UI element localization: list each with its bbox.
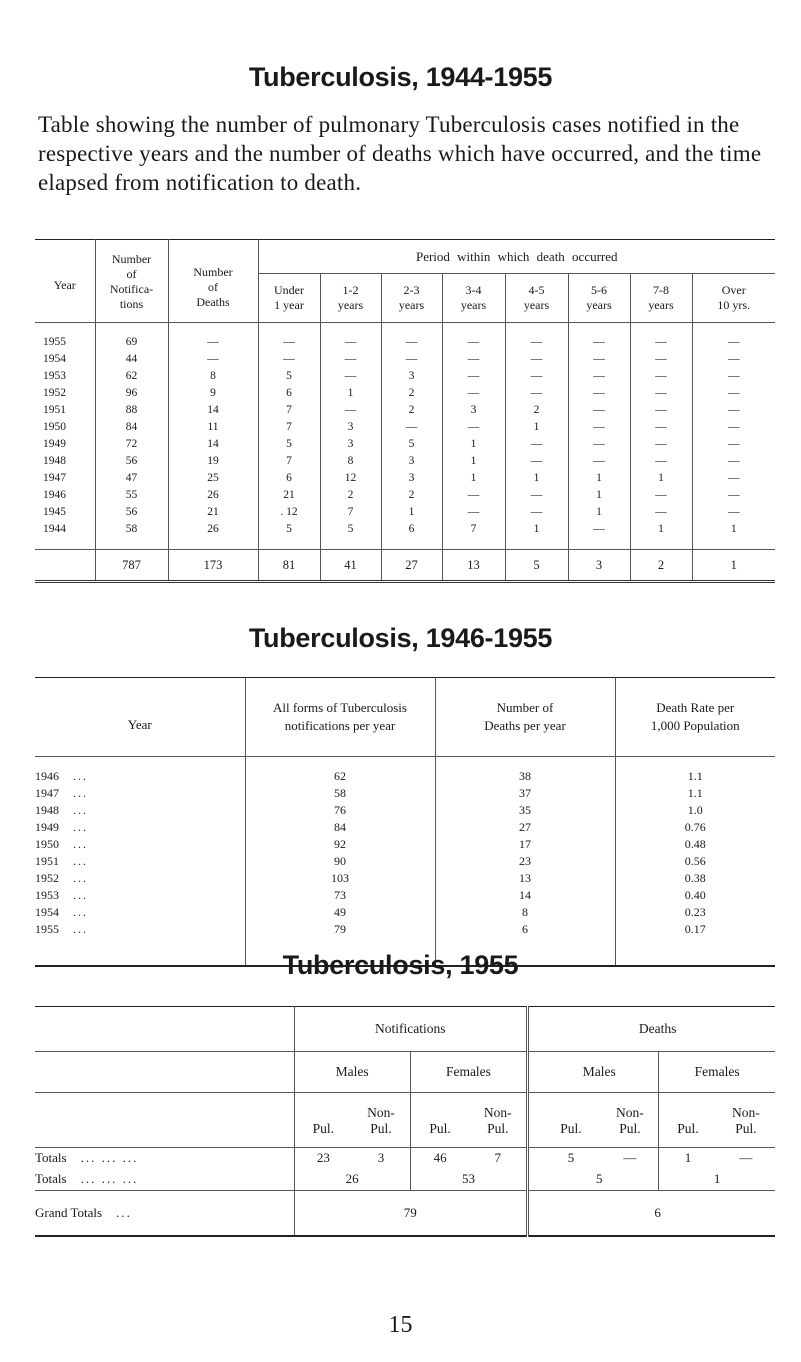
- year-cell: 1951 ...: [35, 852, 245, 869]
- table-row: [35, 503, 775, 520]
- year-cell: 1946 ...: [35, 757, 245, 785]
- value-cell: —: [630, 401, 692, 418]
- value-cell: —: [728, 403, 740, 416]
- total-cell: 2: [630, 550, 692, 582]
- year-cell: 1951: [35, 401, 95, 418]
- nonpul-label: Non- Pul.: [469, 1093, 527, 1148]
- cell: 7: [469, 1148, 527, 1169]
- value-cell: 56: [95, 503, 168, 520]
- value-cell: 0.23: [684, 904, 706, 919]
- third-title: Tuberculosis, 1955: [282, 950, 519, 980]
- table-row: [35, 452, 775, 469]
- total-cell: 81: [258, 550, 320, 582]
- value-cell: 88: [95, 401, 168, 418]
- year-cell: 1954 ...: [35, 903, 245, 920]
- value-cell: 90: [245, 852, 435, 869]
- value-cell: 58: [245, 784, 435, 801]
- value-cell: —: [168, 323, 258, 351]
- total-cell: 27: [381, 550, 442, 582]
- notifications-header: Notifications: [294, 1007, 528, 1052]
- nonpul-label: Non- Pul.: [602, 1093, 659, 1148]
- value-cell: 7: [442, 520, 505, 550]
- value-cell: 1: [442, 452, 505, 469]
- cell: 23: [316, 1150, 330, 1165]
- value-cell: 5: [258, 520, 320, 550]
- total-cell: 3: [568, 550, 630, 582]
- nonpul-label: Non- Pul.: [352, 1093, 410, 1148]
- t2-col-year: Year: [35, 678, 245, 757]
- table-row: [35, 367, 775, 384]
- value-cell: 6: [381, 520, 442, 550]
- deaths-females-header: Females: [694, 1064, 740, 1079]
- table-row: [35, 350, 775, 367]
- year-cell: 1950 ...: [35, 835, 245, 852]
- value-cell: 7: [258, 452, 320, 469]
- value-cell: —: [258, 323, 320, 351]
- value-cell: —: [442, 503, 505, 520]
- value-cell: —: [728, 352, 740, 365]
- value-cell: —: [442, 384, 505, 401]
- value-cell: 56: [95, 452, 168, 469]
- value-cell: 1: [505, 520, 568, 550]
- value-cell: —: [568, 367, 630, 384]
- value-cell: 2: [381, 486, 442, 503]
- value-cell: —: [505, 435, 568, 452]
- pul-label: Pul.: [312, 1121, 335, 1136]
- grand-total-notifications: 79: [294, 1191, 528, 1237]
- value-cell: 25: [168, 469, 258, 486]
- value-cell: —: [630, 350, 692, 367]
- table-row: [35, 486, 775, 503]
- col-over-10: Over 10 yrs.: [717, 283, 751, 312]
- value-cell: —: [630, 503, 692, 520]
- total-cell: 5: [505, 550, 568, 582]
- value-cell: 62: [95, 367, 168, 384]
- grand-total-deaths: 6: [654, 1205, 661, 1220]
- total-cell: 41: [320, 550, 381, 582]
- value-cell: 1: [630, 469, 692, 486]
- year-cell: 1946: [35, 486, 95, 503]
- col-1-2: 1-2 years: [320, 274, 381, 323]
- value-cell: 27: [435, 818, 615, 835]
- value-cell: 69: [95, 323, 168, 351]
- year-cell: 1955 ...: [35, 920, 245, 966]
- main-title: Tuberculosis, 1944-1955: [248, 62, 553, 92]
- value-cell: 1: [505, 418, 568, 435]
- year-cell: 1947: [35, 469, 95, 486]
- value-cell: 2: [320, 486, 381, 503]
- t2-col-notifications: All forms of Tuberculosis notifications per year: [245, 678, 435, 757]
- value-cell: 1: [442, 435, 505, 452]
- value-cell: 23: [435, 852, 615, 869]
- value-cell: 1.1: [687, 768, 703, 783]
- table-row: [35, 784, 775, 801]
- year-cell: 1954: [35, 350, 95, 367]
- table-row: [35, 801, 775, 818]
- value-cell: 9: [168, 384, 258, 401]
- col-notifications: Number of Notifica- tions: [95, 240, 168, 323]
- value-cell: —: [568, 384, 630, 401]
- table-row: [35, 869, 775, 886]
- value-cell: —: [505, 350, 568, 367]
- value-cell: —: [505, 367, 568, 384]
- cell: 26: [294, 1168, 410, 1191]
- value-cell: —: [728, 335, 740, 348]
- value-cell: 1: [381, 503, 442, 520]
- value-cell: —: [442, 323, 505, 351]
- cell: 3: [352, 1148, 410, 1169]
- grand-totals-label: Grand Totals ...: [35, 1191, 294, 1237]
- value-cell: 0.17: [684, 921, 706, 936]
- year-cell: 1950: [35, 418, 95, 435]
- value-cell: 103: [245, 869, 435, 886]
- value-cell: 12: [320, 469, 381, 486]
- value-cell: 3: [381, 367, 442, 384]
- value-cell: 0.38: [684, 870, 706, 885]
- year-cell: 1953: [35, 367, 95, 384]
- value-cell: 3: [320, 435, 381, 452]
- value-cell: —: [728, 369, 740, 382]
- table-row: [35, 469, 775, 486]
- value-cell: 5: [381, 435, 442, 452]
- value-cell: 14: [168, 401, 258, 418]
- value-cell: —: [630, 418, 692, 435]
- value-cell: 3: [320, 418, 381, 435]
- intro-paragraph: Table showing the number of pulmonary Tuberculosis cases notified in the respective years and the number of deaths which have occurred, and the time elapsed from notification to death.: [38, 112, 762, 195]
- table-row: [35, 384, 775, 401]
- year-cell: 1948 ...: [35, 801, 245, 818]
- t2-col-rate: Death Rate per 1,000 Population: [650, 700, 740, 733]
- cell: 5: [540, 1168, 658, 1191]
- value-cell: —: [630, 486, 692, 503]
- value-cell: 0.76: [684, 819, 706, 834]
- value-cell: 3: [442, 401, 505, 418]
- value-cell: 3: [381, 452, 442, 469]
- value-cell: —: [630, 384, 692, 401]
- value-cell: 0.56: [684, 853, 706, 868]
- col-2-3: 2-3 years: [381, 274, 442, 323]
- value-cell: —: [568, 323, 630, 351]
- value-cell: —: [568, 435, 630, 452]
- value-cell: 8: [320, 452, 381, 469]
- tb-1955-table: [35, 1006, 775, 1237]
- value-cell: 0.40: [684, 887, 706, 902]
- cell: 1: [713, 1171, 721, 1186]
- value-cell: 37: [435, 784, 615, 801]
- value-cell: 1.0: [687, 802, 703, 817]
- year-cell: 1952: [35, 384, 95, 401]
- value-cell: . 12: [258, 503, 320, 520]
- total-cell: 1: [730, 558, 737, 572]
- value-cell: 2: [381, 401, 442, 418]
- deaths-header: Deaths: [638, 1021, 677, 1036]
- year-cell: 1952 ...: [35, 869, 245, 886]
- notif-females-header: Females: [410, 1052, 527, 1093]
- value-cell: —: [442, 350, 505, 367]
- col-deaths: Number of Deaths: [168, 240, 258, 323]
- value-cell: —: [442, 367, 505, 384]
- page-number: 15: [388, 1312, 413, 1338]
- total-cell: 13: [442, 550, 505, 582]
- value-cell: 49: [245, 903, 435, 920]
- value-cell: 2: [505, 401, 568, 418]
- col-4-5: 4-5 years: [505, 274, 568, 323]
- year-cell: 1955: [35, 323, 95, 351]
- value-cell: 1: [568, 503, 630, 520]
- cell: 46: [433, 1150, 447, 1165]
- table-row: [35, 818, 775, 835]
- pul-label: Pul.: [677, 1121, 699, 1136]
- value-cell: 55: [95, 486, 168, 503]
- table-row: [35, 401, 775, 418]
- value-cell: —: [728, 420, 740, 433]
- value-cell: —: [568, 520, 630, 550]
- totals-row: [35, 550, 775, 582]
- value-cell: 73: [245, 886, 435, 903]
- value-cell: 0.48: [684, 836, 706, 851]
- year-cell: 1953 ...: [35, 886, 245, 903]
- value-cell: 21: [258, 486, 320, 503]
- table-row: [35, 418, 775, 435]
- totals-row-label: Totals ... ... ...: [35, 1168, 294, 1191]
- total-cell: [35, 550, 95, 582]
- value-cell: —: [168, 350, 258, 367]
- value-cell: —: [381, 350, 442, 367]
- value-cell: 14: [168, 435, 258, 452]
- col-under-1: Under 1 year: [258, 274, 320, 323]
- value-cell: 26: [168, 486, 258, 503]
- value-cell: 84: [245, 818, 435, 835]
- value-cell: 6: [258, 469, 320, 486]
- table-row: [35, 903, 775, 920]
- value-cell: —: [320, 401, 381, 418]
- table-row: [35, 520, 775, 550]
- value-cell: —: [568, 452, 630, 469]
- table-row: [35, 886, 775, 903]
- value-cell: 3: [381, 469, 442, 486]
- value-cell: 62: [245, 757, 435, 785]
- value-cell: —: [728, 471, 740, 484]
- value-cell: 7: [320, 503, 381, 520]
- value-cell: —: [630, 367, 692, 384]
- tb-all-forms-table: [35, 677, 775, 967]
- cell: —: [739, 1150, 753, 1165]
- value-cell: 1: [568, 469, 630, 486]
- second-title: Tuberculosis, 1946-1955: [248, 623, 553, 653]
- value-cell: —: [505, 503, 568, 520]
- value-cell: —: [728, 437, 740, 450]
- value-cell: 5: [258, 435, 320, 452]
- value-cell: —: [568, 350, 630, 367]
- table-row: [35, 435, 775, 452]
- cell: 1: [684, 1150, 692, 1165]
- value-cell: 5: [320, 520, 381, 550]
- value-cell: —: [630, 323, 692, 351]
- value-cell: 38: [435, 757, 615, 785]
- value-cell: —: [442, 418, 505, 435]
- value-cell: 8: [435, 903, 615, 920]
- notifications-deaths-table: [35, 239, 775, 583]
- value-cell: —: [505, 452, 568, 469]
- value-cell: —: [505, 323, 568, 351]
- value-cell: —: [381, 418, 442, 435]
- nonpul-label: Non- Pul.: [732, 1105, 760, 1136]
- value-cell: —: [728, 454, 740, 467]
- value-cell: 1: [568, 486, 630, 503]
- value-cell: 14: [435, 886, 615, 903]
- value-cell: —: [728, 386, 740, 399]
- value-cell: 11: [168, 418, 258, 435]
- value-cell: 58: [95, 520, 168, 550]
- table-row: [35, 323, 775, 351]
- cell: 5: [567, 1150, 575, 1165]
- year-cell: 1947 ...: [35, 784, 245, 801]
- year-cell: 1949: [35, 435, 95, 452]
- value-cell: —: [630, 452, 692, 469]
- value-cell: —: [728, 505, 740, 518]
- value-cell: —: [630, 435, 692, 452]
- notif-males-header: Males: [294, 1052, 410, 1093]
- value-cell: —: [320, 350, 381, 367]
- value-cell: —: [381, 323, 442, 351]
- value-cell: 6: [258, 384, 320, 401]
- value-cell: —: [568, 401, 630, 418]
- value-cell: —: [505, 486, 568, 503]
- year-cell: 1949 ...: [35, 818, 245, 835]
- table-row: [35, 852, 775, 869]
- value-cell: 96: [95, 384, 168, 401]
- value-cell: 1.1: [687, 785, 703, 800]
- value-cell: 5: [258, 367, 320, 384]
- value-cell: 13: [435, 869, 615, 886]
- value-cell: 1: [630, 520, 692, 550]
- value-cell: 6: [435, 920, 615, 966]
- value-cell: —: [505, 384, 568, 401]
- value-cell: 7: [258, 401, 320, 418]
- value-cell: 2: [381, 384, 442, 401]
- col-5-6: 5-6 years: [568, 274, 630, 323]
- value-cell: 47: [95, 469, 168, 486]
- value-cell: —: [442, 486, 505, 503]
- value-cell: 1: [442, 469, 505, 486]
- value-cell: 17: [435, 835, 615, 852]
- value-cell: 1: [505, 469, 568, 486]
- total-cell: 173: [168, 550, 258, 582]
- year-cell: 1945: [35, 503, 95, 520]
- pul-label: Pul.: [560, 1121, 582, 1136]
- deaths-males-header: Males: [540, 1052, 658, 1093]
- cell: 53: [410, 1168, 527, 1191]
- value-cell: 1: [730, 522, 737, 535]
- value-cell: 21: [168, 503, 258, 520]
- value-cell: —: [320, 367, 381, 384]
- period-header: Period within which death occurred: [258, 240, 775, 274]
- value-cell: 35: [435, 801, 615, 818]
- cell: —: [602, 1148, 659, 1169]
- table-row: [35, 835, 775, 852]
- col-7-8: 7-8 years: [630, 274, 692, 323]
- value-cell: 1: [320, 384, 381, 401]
- year-cell: 1948: [35, 452, 95, 469]
- value-cell: 92: [245, 835, 435, 852]
- col-year: Year: [35, 240, 95, 323]
- value-cell: 76: [245, 801, 435, 818]
- value-cell: 79: [245, 920, 435, 966]
- total-cell: 787: [95, 550, 168, 582]
- value-cell: —: [728, 488, 740, 501]
- value-cell: 84: [95, 418, 168, 435]
- col-3-4: 3-4 years: [442, 274, 505, 323]
- value-cell: 72: [95, 435, 168, 452]
- value-cell: —: [568, 418, 630, 435]
- value-cell: 44: [95, 350, 168, 367]
- pul-label: Pul.: [429, 1121, 451, 1136]
- value-cell: —: [320, 323, 381, 351]
- table-row: [35, 757, 775, 785]
- totals-row-label: Totals ... ... ...: [35, 1148, 294, 1169]
- value-cell: 7: [258, 418, 320, 435]
- t2-col-deaths: Number of Deaths per year: [435, 678, 615, 757]
- year-cell: 1944: [35, 520, 95, 550]
- value-cell: 26: [168, 520, 258, 550]
- value-cell: —: [258, 350, 320, 367]
- value-cell: 19: [168, 452, 258, 469]
- value-cell: 8: [168, 367, 258, 384]
